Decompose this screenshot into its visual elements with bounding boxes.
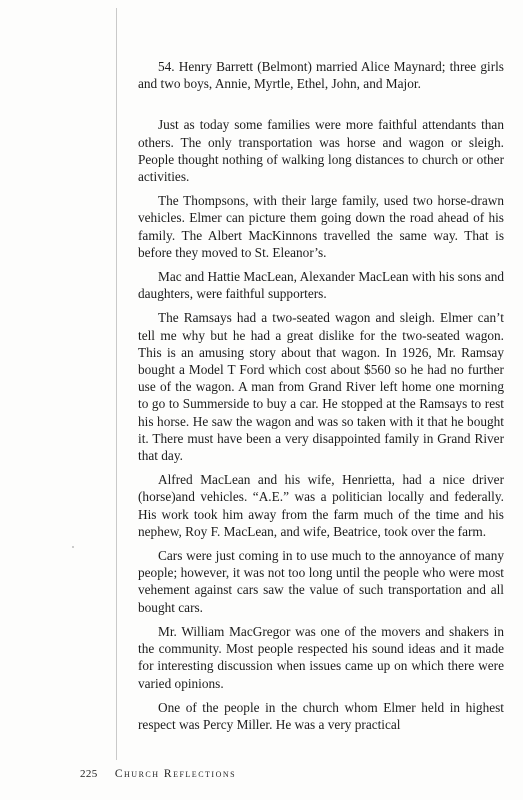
paragraph: Just as today some families were more faithful attendants than others. The only transportation was horse and wagon or sleigh. People thought nothing of walking long distances to church or other activities. [138,117,504,185]
paragraph: Mr. William MacGregor was one of the movers and shakers in the community. Most people respected his sound ideas and it made for interesting discussion when issues came up on which there were varied opinions. [138,623,504,691]
paragraph: One of the people in the church whom Elmer held in highest respect was Percy Miller. He was a very practical [138,699,504,732]
running-title: Church Reflections [114,768,237,780]
paragraph: The Thompsons, with their large family, used two horse-drawn vehicles. Elmer can picture them going down the road ahead of his family. The Albert MacKinnons travelled the same way. That is before they moved to St. Eleanor’s. [138,193,504,260]
page-number: 225 [80,768,98,780]
scan-speck [72,546,74,548]
paragraph: Mac and Hattie MacLean, Alexander MacLean with his sons and daughters, were faithful supporters. [138,269,504,302]
genealogy-entry: 54. Henry Barrett (Belmont) married Alice Maynard; three girls and two boys, Annie, Myrtle, Ethel, John, and Major. [138,59,504,92]
paragraph: Cars were just coming in to use much to the annoyance of many people; however, it was not too long until the people who were most vehement against cars saw the value of such transportation and all bought cars. [138,548,504,615]
body-text [138,58,504,740]
paragraph: Alfred MacLean and his wife, Henrietta, had a nice driver (horse)and vehicles. “A.E.” was a politician locally and federally. His work took him away from the farm much of the time and his nephew, Roy F. MacLean, and wife, Beatrice, took over the farm. [138,472,504,539]
gutter-line [116,8,117,760]
page-footer [80,768,236,780]
paragraph: The Ramsays had a two-seated wagon and sleigh. Elmer can’t tell me why but he had a great dislike for the two-seated wagon. This is an amusing story about that wagon. In 1926, Mr. Ramsay bought a Model T Ford which cost about $560 so he had no further use of the wagon. A man from Grand River left home one morning to go to Summerside to buy a car. He stopped at the Ramsays to rest his horse. He saw the wagon and was so taken with it that he bought it. There must have been a very disappointed family in Grand River that day. [138,310,504,464]
